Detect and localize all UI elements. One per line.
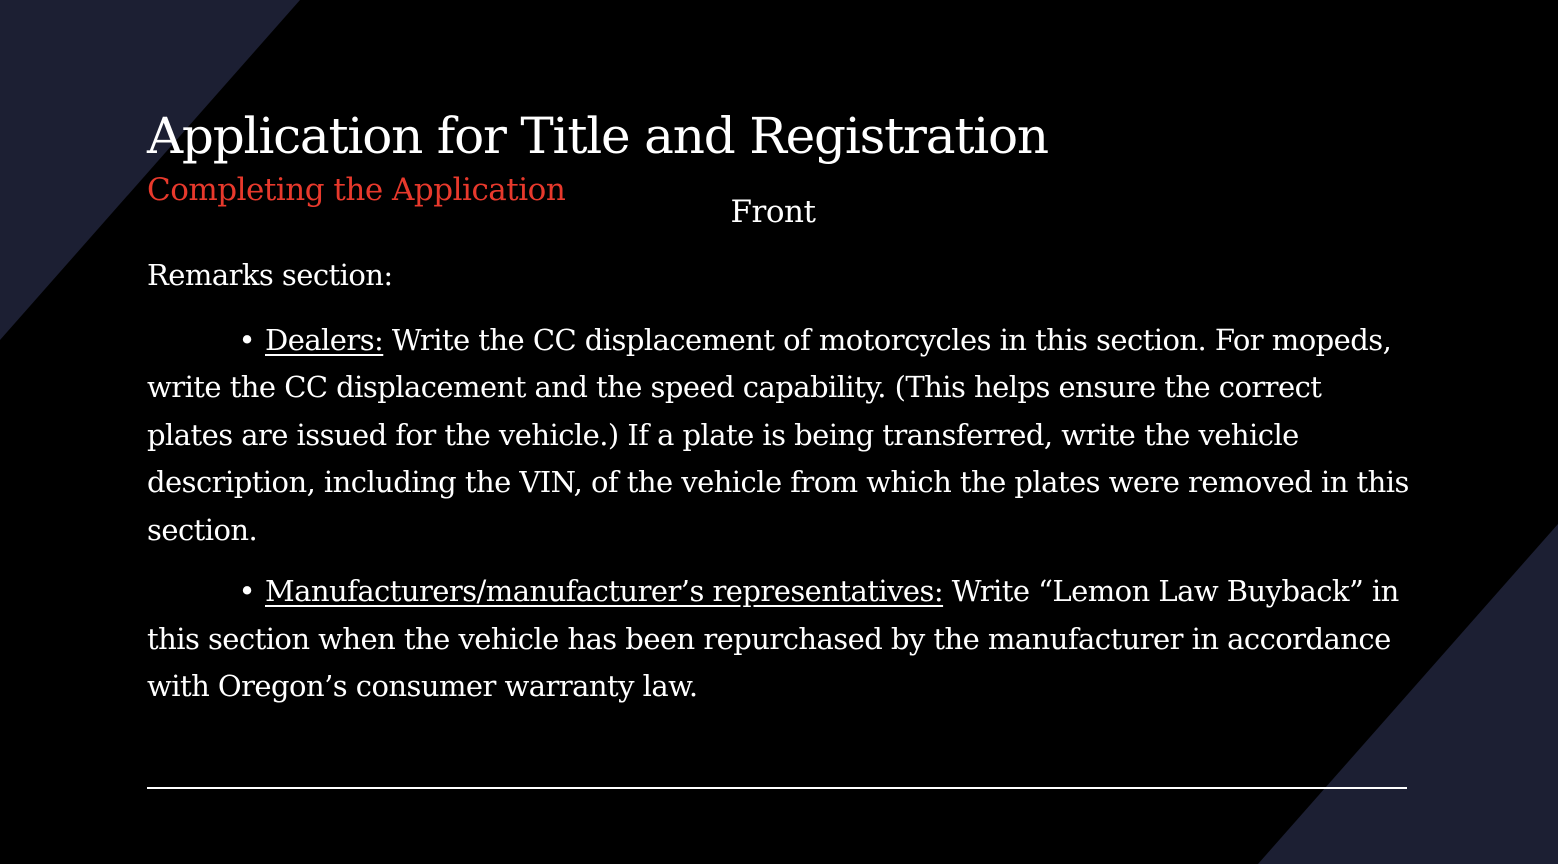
form-side-label: Front xyxy=(730,194,816,230)
bullet-label-manufacturers: Manufacturers/manufacturer’s representatives: xyxy=(265,574,944,608)
bullet-text-manufacturers: Write “Lemon Law Buyback” in this section when the vehicle has been repurchased by the manufacturer in accordance with Oregon’s consumer warranty law. xyxy=(147,574,1399,703)
slide-body xyxy=(147,252,1409,725)
slide-title: Application for Title and Registration xyxy=(147,107,1048,165)
bullet-dealers xyxy=(147,317,1409,555)
slide-subtitle: Completing the Application xyxy=(147,172,566,208)
bullet-text-dealers: Write the CC displacement of motorcycles in this section. For mopeds, write the CC displacement and the speed capability. (This helps ensure the correct plates are issued for the vehicle.) If a plate is being transferred, write the vehicle description, including the VIN, of the vehicle from which the plates were removed in this section. xyxy=(147,322,1409,547)
bullet-marker: • xyxy=(238,322,255,357)
bullet-marker: • xyxy=(238,574,255,608)
footer-divider xyxy=(147,787,1407,789)
bullet-label-dealers: Dealers: xyxy=(265,322,384,357)
bullet-manufacturers xyxy=(147,568,1409,711)
remarks-heading: Remarks section: xyxy=(147,258,393,292)
